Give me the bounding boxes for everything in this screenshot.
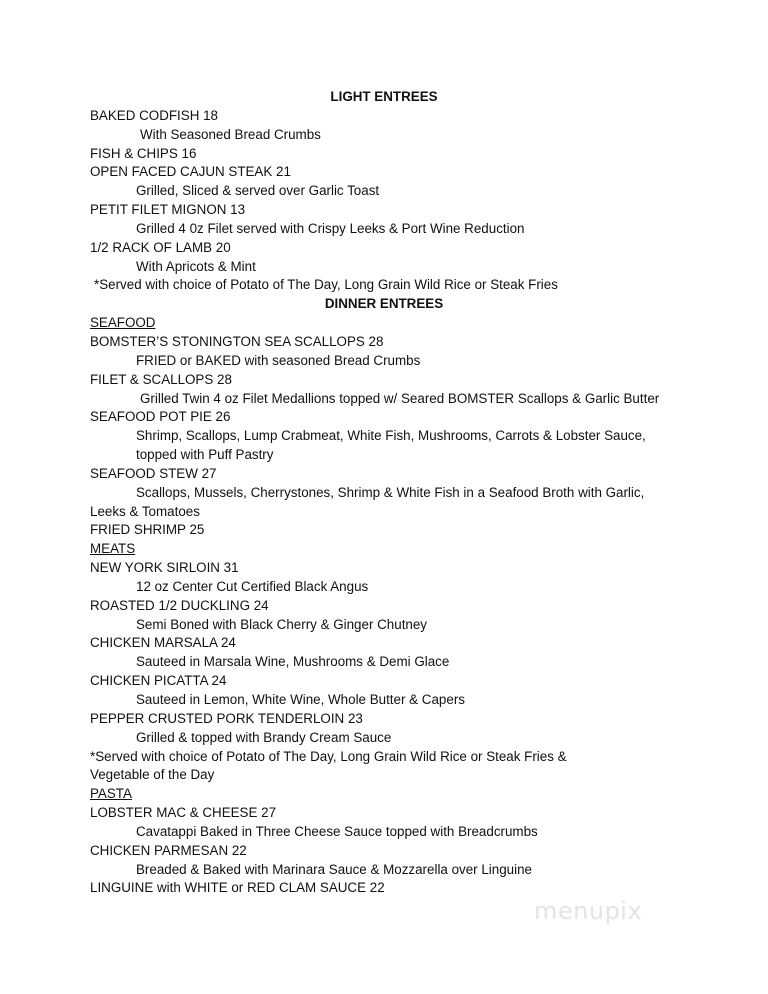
menu-item-description: With Apricots & Mint bbox=[136, 258, 256, 274]
dinner-entrees-note: *Served with choice of Potato of The Day, Long Grain Wild Rice or Steak Fries & bbox=[90, 748, 567, 764]
menu-item-name: CHICKEN PICATTA 24 bbox=[90, 673, 227, 689]
menu-item-name: FRIED SHRIMP 25 bbox=[90, 522, 205, 538]
light-entrees-note: *Served with choice of Potato of The Day, Long Grain Wild Rice or Steak Fries bbox=[94, 277, 558, 293]
menu-item-name: CHICKEN MARSALA 24 bbox=[90, 635, 236, 651]
menu-item-name: 1/2 RACK OF LAMB 20 bbox=[90, 239, 231, 255]
menu-item-name: PEPPER CRUSTED PORK TENDERLOIN 23 bbox=[90, 710, 363, 726]
menu-item-description: Sauteed in Lemon, White Wine, Whole Butter & Capers bbox=[136, 692, 465, 707]
light-entrees-heading: LIGHT ENTREES bbox=[330, 89, 438, 104]
menu-item-description: Grilled Twin 4 oz Filet Medallions topped w/ Seared BOMSTER Scallops & Garlic Butter bbox=[140, 390, 660, 406]
menu-item-description: Grilled & topped with Brandy Cream Sauce bbox=[136, 729, 392, 745]
menu-page bbox=[0, 88, 768, 898]
menu-item-name: FILET & SCALLOPS 28 bbox=[90, 371, 232, 387]
menu-item-name: CHICKEN PARMESAN 22 bbox=[90, 842, 247, 858]
section-pasta: PASTA bbox=[90, 786, 132, 802]
menu-item-description: Grilled, Sliced & served over Garlic Toast bbox=[136, 183, 380, 199]
watermark-logo: menupix bbox=[534, 897, 643, 925]
menu-item-name: SEAFOOD STEW 27 bbox=[90, 465, 217, 481]
menu-item-description: Sauteed in Marsala Wine, Mushrooms & Demi Glace bbox=[136, 654, 450, 670]
menu-item-description: Scallops, Mussels, Cherrystones, Shrimp & White Fish in a Seafood Broth with Garlic, bbox=[136, 484, 645, 500]
menu-item-description: Breaded & Baked with Marinara Sauce & Mozzarella over Linguine bbox=[136, 861, 532, 877]
dinner-entrees-heading: DINNER ENTREES bbox=[324, 296, 444, 312]
menu-item-description: FRIED or BAKED with seasoned Bread Crumbs bbox=[136, 352, 421, 368]
menu-item-name: LOBSTER MAC & CHEESE 27 bbox=[90, 805, 277, 821]
menu-item-description: Semi Boned with Black Cherry & Ginger Chutney bbox=[136, 616, 428, 632]
menu-item-name: PETIT FILET MIGNON 13 bbox=[90, 202, 246, 218]
menu-item-name: SEAFOOD POT PIE 26 bbox=[90, 409, 231, 425]
menu-item-name: BOMSTER’S STONINGTON SEA SCALLOPS 28 bbox=[90, 333, 384, 349]
section-seafood: SEAFOOD bbox=[90, 315, 156, 331]
menu-item-name: NEW YORK SIRLOIN 31 bbox=[90, 560, 239, 576]
menu-item-description: 12 oz Center Cut Certified Black Angus bbox=[136, 578, 369, 594]
menu-item-description: With Seasoned Bread Crumbs bbox=[140, 126, 321, 142]
menu-item-description: Leeks & Tomatoes bbox=[90, 503, 200, 519]
menu-item-description: Shrimp, Scallops, Lump Crabmeat, White Fish, Mushrooms, Carrots & Lobster Sauce, bbox=[136, 428, 646, 444]
menu-item-description: Cavatappi Baked in Three Cheese Sauce topped with Breadcrumbs bbox=[136, 823, 538, 839]
menu-item-description: topped with Puff Pastry bbox=[136, 447, 274, 463]
menu-item-name: ROASTED 1/2 DUCKLING 24 bbox=[90, 597, 269, 613]
menu-item-name: LINGUINE with WHITE or RED CLAM SAUCE 22 bbox=[90, 880, 385, 896]
menu-item-description: Grilled 4 0z Filet served with Crispy Leeks & Port Wine Reduction bbox=[136, 220, 525, 236]
menu-item-name: OPEN FACED CAJUN STEAK 21 bbox=[90, 164, 291, 180]
menu-item-name: BAKED CODFISH 18 bbox=[90, 107, 218, 123]
menu-item-name: FISH & CHIPS 16 bbox=[90, 145, 197, 161]
dinner-entrees-note: Vegetable of the Day bbox=[90, 767, 215, 783]
section-meats: MEATS bbox=[90, 541, 136, 557]
